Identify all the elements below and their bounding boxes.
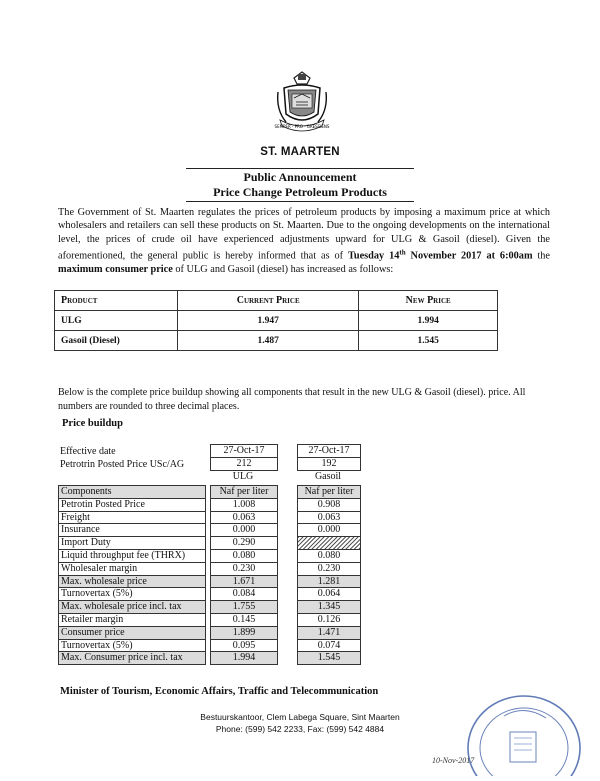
gasoil-value: 1.281 [297, 575, 361, 589]
heading-bottom-rule [186, 201, 414, 202]
component-label: Max. wholesale price [58, 575, 206, 589]
ulg-column-name: ULG [232, 471, 254, 482]
component-label: Petrotin Posted Price [58, 498, 206, 512]
ulg-value: 1.008 [210, 498, 278, 512]
gasoil-value: 0.080 [297, 549, 361, 563]
component-label: Import Duty [58, 536, 206, 550]
ulg-value: 0.145 [210, 613, 278, 627]
gasoil-value: 0.074 [297, 639, 361, 653]
ulg-value: 0.230 [210, 562, 278, 576]
ulg-value: 0.000 [210, 523, 278, 537]
component-label: Freight [58, 511, 206, 525]
header-new-price: New Price [359, 291, 498, 311]
gasoil-value: 0.230 [297, 562, 361, 576]
components-column [58, 486, 206, 665]
component-label: Turnovertax (5%) [58, 587, 206, 601]
coat-of-arms-icon [274, 70, 330, 138]
gasoil-posted-price: 192 [297, 457, 361, 471]
announcement-subtitle: Price Change Petroleum Products [213, 185, 387, 199]
new-price: 1.545 [359, 331, 498, 351]
heading-top-rule [186, 168, 414, 169]
gasoil-value: 0.064 [297, 587, 361, 601]
ministry-name: Minister of Tourism, Economic Affairs, Traffic and Telecommunication [60, 686, 379, 697]
header-current-price: Current Price [178, 291, 359, 311]
price-buildup-heading: Price buildup [62, 418, 123, 429]
ulg-value: 1.671 [210, 575, 278, 589]
price-change-table [54, 290, 498, 351]
component-label: Wholesaler margin [58, 562, 206, 576]
address-line: Bestuurskantoor, Clem Labega Square, Sint Maarten [200, 712, 400, 722]
component-label: Insurance [58, 523, 206, 537]
gasoil-value: 1.471 [297, 626, 361, 640]
current-price: 1.947 [178, 311, 359, 331]
buildup-intro: Below is the complete price buildup showing all components that result in the new ULG & Gasoil (diesel). price. All numbers are rounded to three decimal places. [58, 387, 526, 412]
ulg-effective-date: 27-Oct-17 [210, 444, 278, 458]
header-product: Product [55, 291, 178, 311]
phone-fax-line: Phone: (599) 542 2233, Fax: (599) 542 4884 [215, 724, 385, 734]
country-name: ST. MAARTEN [260, 146, 340, 158]
component-label: Liquid throughput fee (THRX) [58, 549, 206, 563]
gasoil-values-column [297, 486, 361, 665]
ulg-values-column [210, 486, 278, 665]
component-label: Max. wholesale price incl. tax [58, 600, 206, 614]
table-row [55, 331, 498, 351]
intro-paragraph: The Government of St. Maarten regulates the prices of petroleum products by imposing a maximum price at which wholesalers and retailers can sell these products on St. Maarten. Due to the ongoing developments on the international level, the prices of crude oil have experienced adjustments upward for ULG & Gasoil (diesel). Given the aforementioned, the general public is hereby informed that as of Tuesday 14th November 2017 at 6:00am the maximum consumer price of ULG and Gasoil (diesel) has increased as follows: [58, 207, 551, 276]
ulg-value: 1.899 [210, 626, 278, 640]
current-price: 1.487 [178, 331, 359, 351]
component-label: Turnovertax (5%) [58, 639, 206, 653]
posted-price-label: Petrotrin Posted Price USc/AG [60, 459, 185, 470]
component-label: Max. Consumer price incl. tax [58, 651, 206, 665]
table-row [55, 311, 498, 331]
ulg-unit-header: Naf per liter [210, 485, 278, 499]
product-name: Gasoil (Diesel) [55, 331, 178, 351]
ulg-value: 0.084 [210, 587, 278, 601]
gasoil-value: 0.908 [297, 498, 361, 512]
ulg-value: 1.994 [210, 651, 278, 665]
gasoil-value: 0.126 [297, 613, 361, 627]
signature-date: 10-Nov-2017 [432, 756, 475, 765]
gasoil-value: 1.545 [297, 651, 361, 665]
ulg-value: 0.095 [210, 639, 278, 653]
components-header: Components [58, 485, 206, 499]
gasoil-value [297, 536, 361, 550]
ulg-value: 0.063 [210, 511, 278, 525]
ulg-value: 0.080 [210, 549, 278, 563]
gasoil-unit-header: Naf per liter [297, 485, 361, 499]
component-label: Consumer price [58, 626, 206, 640]
gasoil-effective-date: 27-Oct-17 [297, 444, 361, 458]
ulg-posted-price: 212 [210, 457, 278, 471]
ulg-value: 0.290 [210, 536, 278, 550]
ulg-value: 1.755 [210, 600, 278, 614]
svg-text:SEMPER · PRO · GRESSIENS: SEMPER · PRO · GRESSIENS [274, 124, 330, 129]
gasoil-value: 0.000 [297, 523, 361, 537]
gasoil-value: 1.345 [297, 600, 361, 614]
new-price: 1.994 [359, 311, 498, 331]
table-header-row [55, 291, 498, 311]
product-name: ULG [55, 311, 178, 331]
gasoil-value: 0.063 [297, 511, 361, 525]
component-label: Retailer margin [58, 613, 206, 627]
effective-date-label: Effective date [60, 446, 116, 457]
announcement-title: Public Announcement [243, 170, 357, 184]
gasoil-column-name: Gasoil [314, 471, 342, 482]
